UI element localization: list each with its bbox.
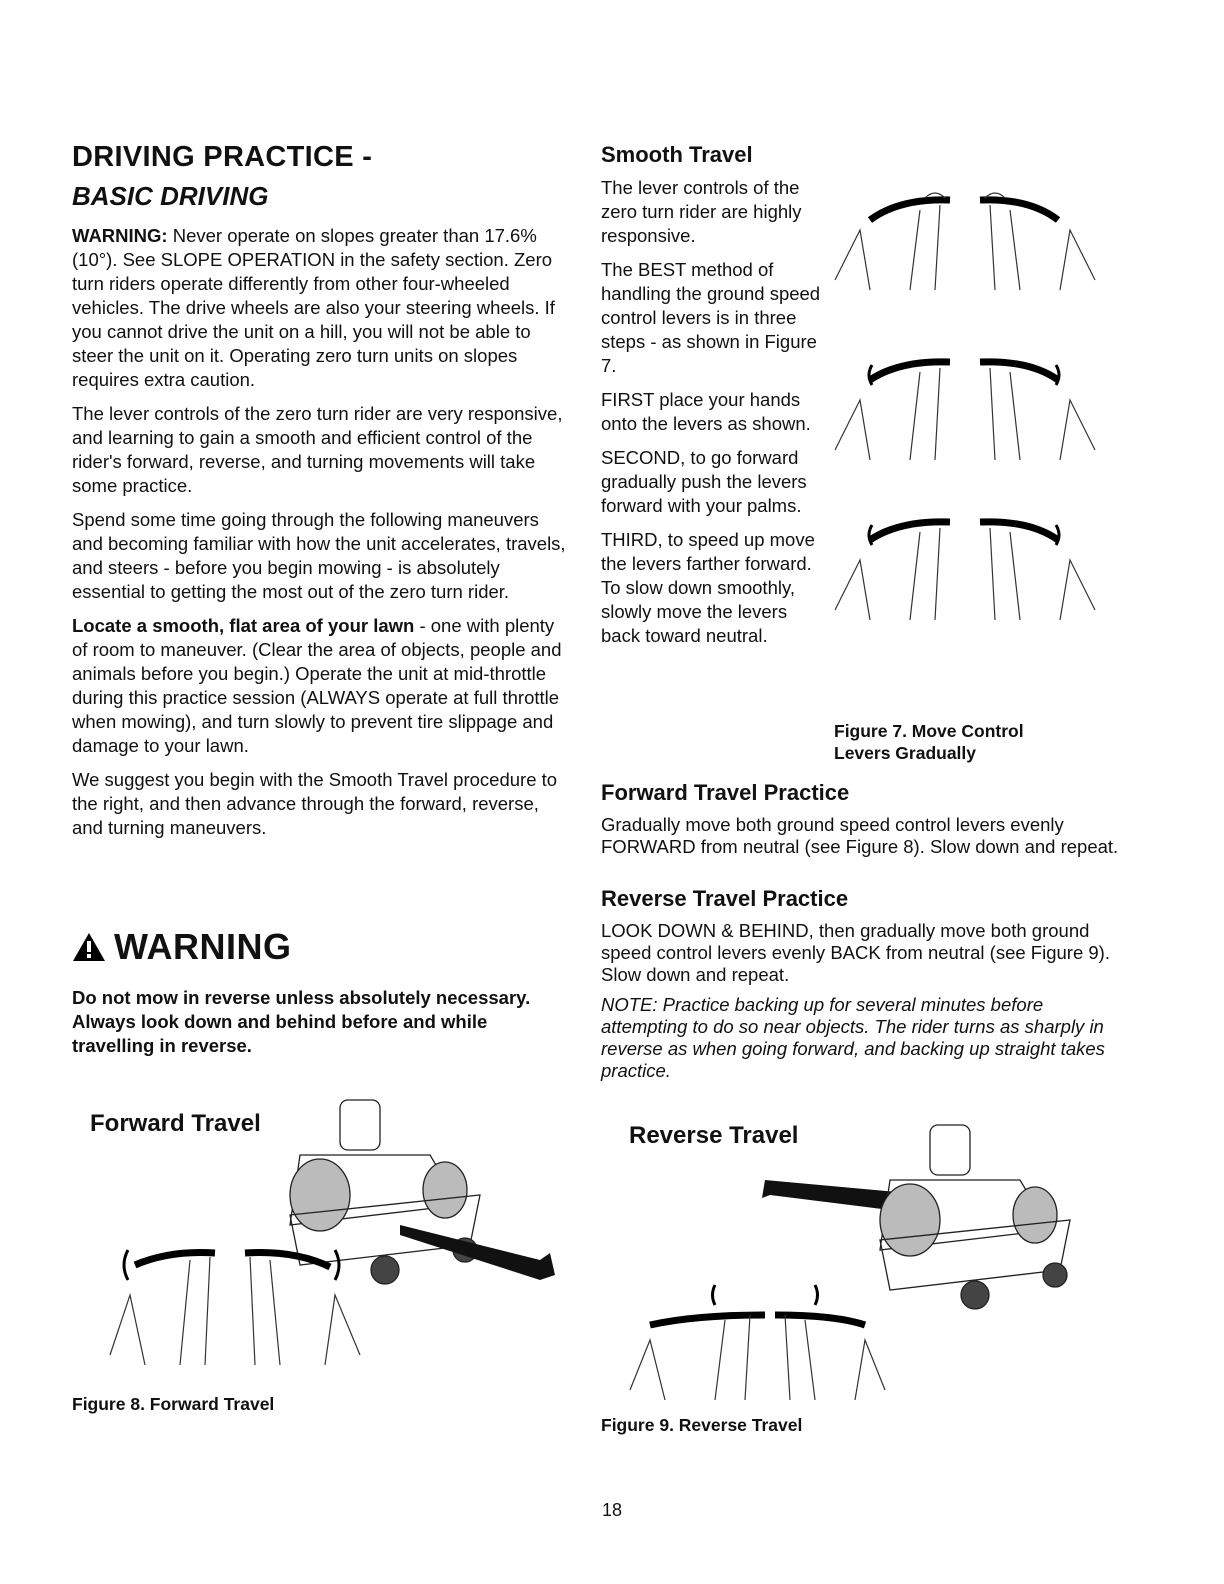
reverse-practice-heading: Reverse Travel Practice: [601, 886, 849, 911]
figure7-levers-illustration: [830, 190, 1100, 650]
figure8-forward-travel-illustration: [100, 1095, 570, 1385]
warning-label: WARNING:: [72, 225, 168, 246]
forward-practice-section: [601, 780, 1121, 866]
locate-rest: - one with plenty of room to maneuver. (Clear the area of objects, people and animals before you begin.) Operate the unit at mid-throttle during this practice session (ALWAYS operate at full throttle when mowing), and turn slowly to prevent tire slippage and damage to your lawn.: [72, 615, 562, 756]
figure7-caption: [834, 720, 1024, 764]
page-title: DRIVING PRACTICE -: [72, 141, 373, 173]
warning-paragraph: [72, 224, 572, 392]
warning-box: [72, 926, 572, 1058]
smooth-p5: THIRD, to speed up move the levers farther forward. To slow down smoothly, slowly move the levers back toward neutral.: [601, 529, 815, 646]
forward-levers: [110, 1250, 360, 1365]
locate-bold: Locate a smooth, flat area of your lawn: [72, 615, 415, 636]
smooth-p2: The BEST method of handling the ground speed control levers is in three steps - as shown in Figure 7.: [601, 259, 821, 376]
figure9-caption: Figure 9. Reverse Travel: [601, 1415, 803, 1435]
forward-practice-heading: Forward Travel Practice: [601, 780, 850, 805]
figure7-step1: [835, 193, 1095, 290]
warning-body: Never operate on slopes greater than 17.6% (10°). See SLOPE OPERATION in the safety section. Zero turn riders operate differently from other four-wheeled vehicles. The drive wheels are also your steering wheels. If you cannot drive the unit on a hill, you will not be able to steer the unit on it. Operating zero turn units on slopes requires extra caution.: [72, 225, 555, 390]
smooth-travel-section: [601, 142, 831, 658]
figure9-reverse-travel-illustration: [620, 1120, 1080, 1410]
forward-practice-text: Gradually move both ground speed control levers evenly FORWARD from neutral (see Figure 8). Slow down and repeat.: [601, 814, 1119, 857]
reverse-practice-text: LOOK DOWN & BEHIND, then gradually move both ground speed control levers evenly BACK from neutral (see Figure 9). Slow down and repeat.: [601, 920, 1110, 985]
warning-triangle-icon: [72, 932, 106, 962]
warning-heading: WARNING: [114, 926, 292, 967]
figure8-caption: Figure 8. Forward Travel: [72, 1394, 275, 1414]
maneuvers-paragraph: Spend some time going through the following maneuvers and becoming familiar with how the unit accelerates, travels, and steers - before you begin mowing - is absolutely essential to getting the most out of the zero turn rider.: [72, 509, 566, 602]
left-column: [72, 140, 572, 850]
mower-illustration-reverse: [880, 1125, 1070, 1309]
figure7-step2: [835, 362, 1095, 460]
figure7-caption-line2: Levers Gradually: [834, 743, 977, 763]
warning-heading-row: [72, 926, 572, 968]
smooth-p1: The lever controls of the zero turn rider are highly responsive.: [601, 177, 802, 246]
smooth-p4: SECOND, to go forward gradually push the levers forward with your palms.: [601, 447, 807, 516]
page-subtitle: BASIC DRIVING: [72, 181, 269, 211]
smooth-p3: FIRST place your hands onto the levers as shown.: [601, 389, 811, 434]
page-number: 18: [601, 1500, 623, 1520]
figure8-label: Forward Travel: [90, 1110, 261, 1137]
locate-paragraph: [72, 614, 572, 758]
reverse-practice-section: [601, 886, 1121, 1090]
mower-illustration: [290, 1100, 480, 1284]
responsive-paragraph: The lever controls of the zero turn rider are very responsive, and learning to gain a smooth and efficient control of the rider's forward, reverse, and turning movements will take some practice.: [72, 403, 563, 496]
reverse-levers: [630, 1285, 885, 1400]
reverse-practice-note: NOTE: Practice backing up for several minutes before attempting to do so near objects. The rider turns as sharply in reverse as when going forward, and backing up straight takes practice.: [601, 994, 1105, 1081]
figure7-step3: [835, 522, 1095, 620]
warning-text: Do not mow in reverse unless absolutely necessary. Always look down and behind before and while travelling in reverse.: [72, 987, 531, 1056]
figure9-label: Reverse Travel: [629, 1122, 799, 1149]
suggest-paragraph: We suggest you begin with the Smooth Travel procedure to the right, and then advance through the forward, reverse, and turning maneuvers.: [72, 769, 558, 838]
smooth-travel-heading: Smooth Travel: [601, 142, 753, 167]
forward-arrow: [400, 1225, 555, 1280]
figure7-caption-line1: Figure 7. Move Control: [834, 721, 1024, 741]
